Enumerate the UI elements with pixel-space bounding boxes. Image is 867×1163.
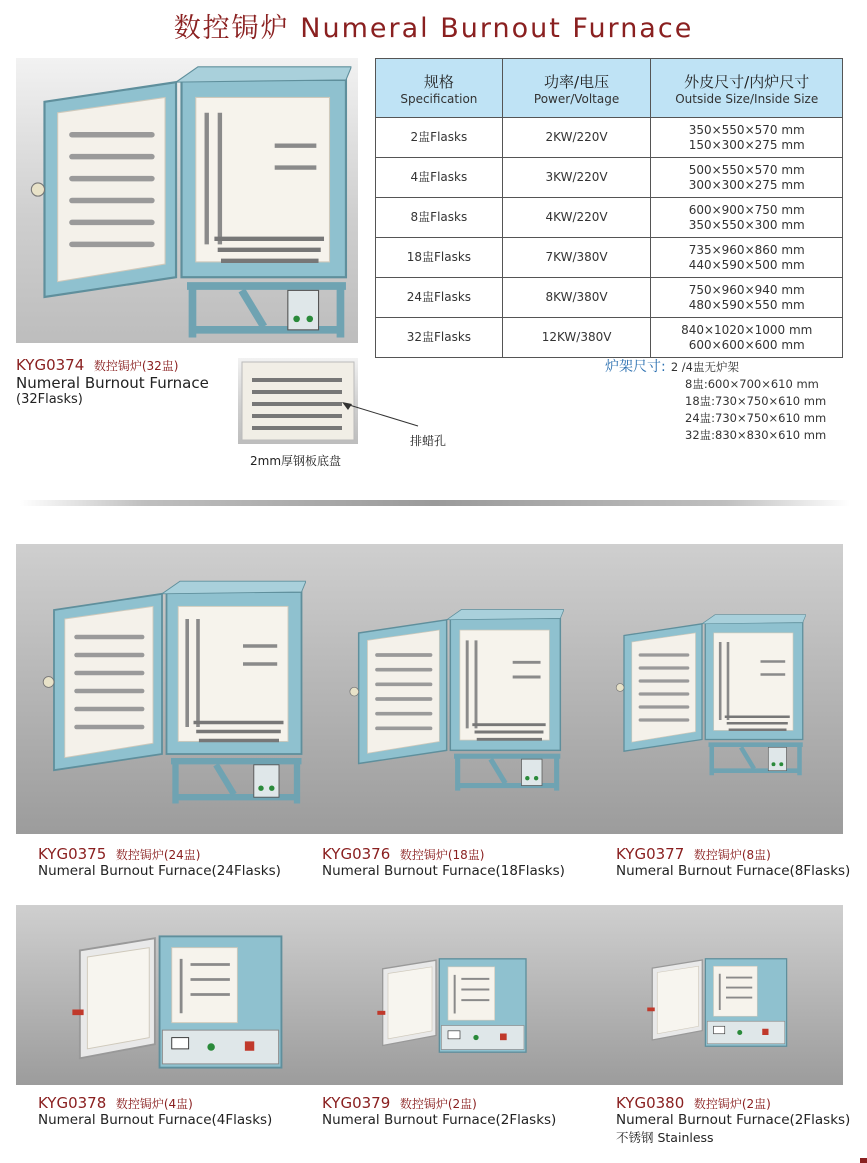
caption-kyg0379 <box>322 1094 602 1128</box>
product-en2: 不锈钢 Stainless <box>616 1130 714 1145</box>
table-row <box>376 198 843 238</box>
cell-power: 7KW/380V <box>502 238 651 278</box>
pointer-label: 排蜡孔 <box>410 434 447 448</box>
product-cn: 数控锔炉(4盅) <box>115 1097 193 1111</box>
cell-power: 2KW/220V <box>502 118 651 158</box>
rack-line: 32盅:830×830×610 mm <box>685 428 827 442</box>
header-spec: 规格 Specification <box>376 59 503 118</box>
furnace-24-image <box>36 556 306 826</box>
product-code: KYG0376 <box>322 845 391 863</box>
product-en2: (32Flasks) <box>16 392 83 407</box>
cell-power: 3KW/220V <box>502 158 651 198</box>
rack-title: 炉架尺寸: <box>605 359 666 375</box>
product-en: Numeral Burnout Furnace(8Flasks) <box>616 863 851 879</box>
product-cn: 数控锔炉(2盅) <box>693 1097 771 1111</box>
rack-sizes <box>605 356 855 444</box>
product-cn: 数控锔炉(24盅) <box>115 848 201 862</box>
caption-kyg0374 <box>16 356 236 407</box>
cell-power: 4KW/220V <box>502 198 651 238</box>
product-code: KYG0375 <box>38 845 107 863</box>
product-code: KYG0380 <box>616 1094 685 1112</box>
main-furnace-photo <box>16 58 358 343</box>
rack-line: 2 /4盅无炉架 <box>670 360 739 374</box>
rack-line: 8盅:600×700×610 mm <box>685 377 819 391</box>
rack-line: 18盅:730×750×610 mm <box>685 394 827 408</box>
cell-spec: 32盅Flasks <box>376 318 503 358</box>
cell-size: 840×1020×1000 mm 600×600×600 mm <box>651 318 843 358</box>
header-power: 功率/电压 Power/Voltage <box>502 59 651 118</box>
product-cn: 数控锔炉(18盅) <box>399 848 485 862</box>
table-row <box>376 118 843 158</box>
product-en: Numeral Burnout Furnace(2Flasks) <box>616 1112 851 1128</box>
product-cn: 数控锔炉(2盅) <box>399 1097 477 1111</box>
cell-spec: 24盅Flasks <box>376 278 503 318</box>
cell-spec: 18盅Flasks <box>376 238 503 278</box>
page-title: 数控锔炉 Numeral Burnout Furnace <box>173 13 694 44</box>
product-cn: 数控锔炉(32盅) <box>93 359 179 373</box>
caption-kyg0376 <box>322 845 602 879</box>
caption-kyg0378 <box>38 1094 318 1128</box>
cell-size: 600×900×750 mm 350×550×300 mm <box>651 198 843 238</box>
corner-mark <box>860 1158 867 1163</box>
table-row <box>376 318 843 358</box>
header-size: 外皮尺寸/内炉尺寸 Outside Size/Inside Size <box>651 59 843 118</box>
row2-photo <box>16 544 843 834</box>
cell-size: 750×960×940 mm 480×590×550 mm <box>651 278 843 318</box>
tray-caption: 2mm厚钢板底盘 <box>250 454 342 468</box>
product-en: Numeral Burnout Furnace(4Flasks) <box>38 1112 273 1128</box>
caption-kyg0377 <box>616 845 856 879</box>
cell-size: 500×550×570 mm 300×300×275 mm <box>651 158 843 198</box>
cell-size: 350×550×570 mm 150×300×275 mm <box>651 118 843 158</box>
product-code: KYG0377 <box>616 845 685 863</box>
cell-spec: 8盅Flasks <box>376 198 503 238</box>
table-row <box>376 158 843 198</box>
table-row <box>376 238 843 278</box>
product-en: Numeral Burnout Furnace <box>16 374 209 392</box>
spec-table <box>375 58 843 358</box>
caption-kyg0380 <box>616 1094 861 1146</box>
cell-power: 8KW/380V <box>502 278 651 318</box>
row3-photo <box>16 905 843 1085</box>
furnace-8-image <box>611 584 806 804</box>
product-cn: 数控锔炉(8盅) <box>693 848 771 862</box>
section-divider <box>20 500 850 506</box>
furnace-2-image <box>376 943 536 1068</box>
table-row <box>376 278 843 318</box>
product-en: Numeral Burnout Furnace(24Flasks) <box>38 863 281 879</box>
cell-spec: 4盅Flasks <box>376 158 503 198</box>
furnace-4-image <box>68 927 298 1077</box>
cell-size: 735×960×860 mm 440×590×500 mm <box>651 238 843 278</box>
cell-power: 12KW/380V <box>502 318 651 358</box>
furnace-18-image <box>344 584 564 814</box>
caption-kyg0375 <box>38 845 318 879</box>
product-en: Numeral Burnout Furnace(18Flasks) <box>322 863 565 879</box>
furnace-2-stainless-image <box>646 940 796 1065</box>
product-code: KYG0374 <box>16 356 85 374</box>
cell-spec: 2盅Flasks <box>376 118 503 158</box>
product-code: KYG0378 <box>38 1094 107 1112</box>
spec-table-header <box>376 59 843 118</box>
furnace-stand-image <box>16 58 358 343</box>
product-en: Numeral Burnout Furnace(2Flasks) <box>322 1112 557 1128</box>
product-code: KYG0379 <box>322 1094 391 1112</box>
pointer-arrow <box>340 398 420 428</box>
rack-line: 24盅:730×750×610 mm <box>685 411 827 425</box>
